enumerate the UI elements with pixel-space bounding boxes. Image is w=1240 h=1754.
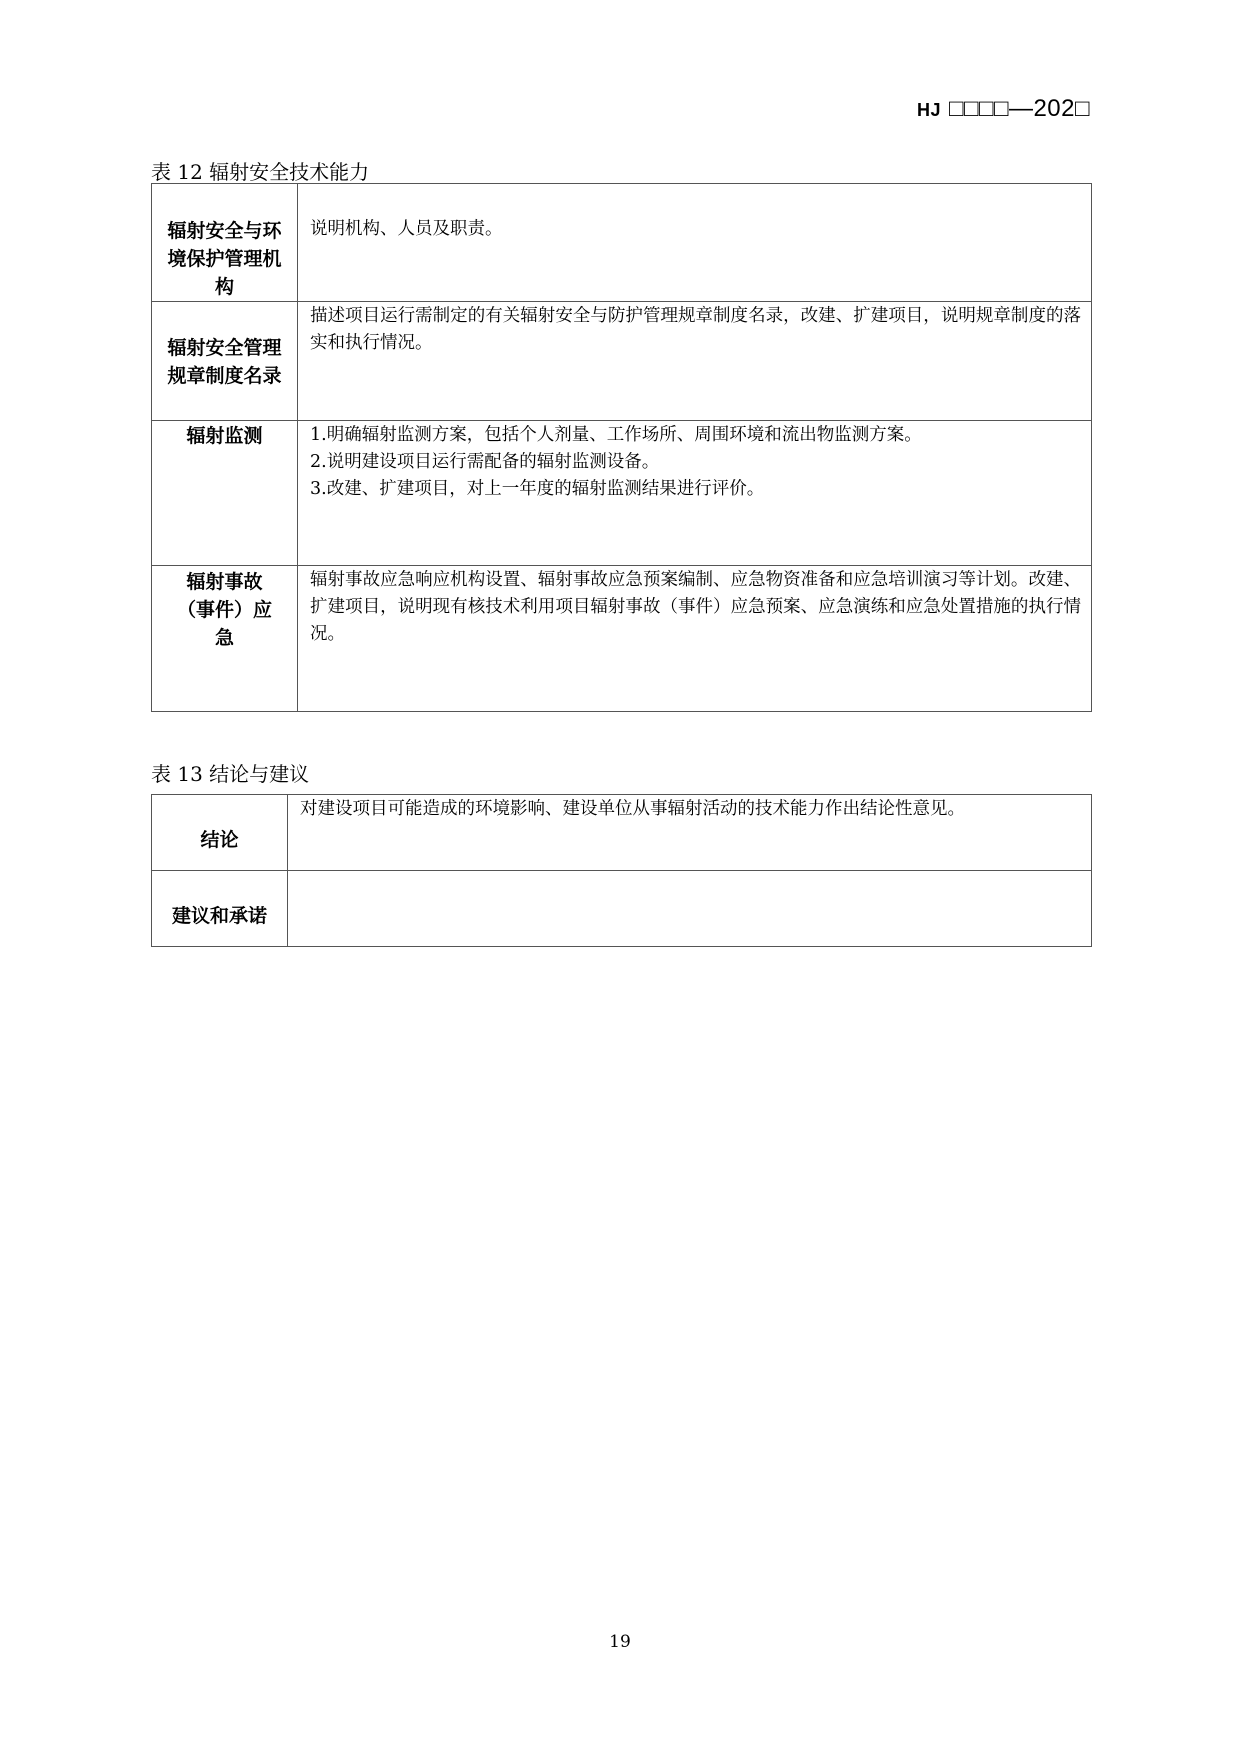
row-label-cell (152, 871, 288, 947)
row-label: 辐射安全管理规章制度名录 (167, 337, 282, 387)
table-13-caption: 表 13 结论与建议 (151, 762, 310, 786)
row-label: 建议和承诺 (171, 904, 267, 927)
table-row (152, 871, 1092, 947)
row-content-cell (288, 871, 1092, 947)
row-content (288, 871, 1091, 872)
row-label: 辐射事故（事件）应急 (176, 571, 272, 649)
row-content (298, 566, 1091, 648)
row-label-cell (152, 421, 298, 566)
row-label-cell (152, 184, 298, 302)
row-content-cell (298, 421, 1092, 566)
content-paragraph: 2.说明建设项目运行需配备的辐射监测设备。 (310, 452, 660, 472)
table-row (152, 302, 1092, 421)
row-label: 结论 (200, 828, 239, 851)
content-paragraph: 1.明确辐射监测方案，包括个人剂量、工作场所、周围环境和流出物监测方案。 (310, 425, 922, 445)
table-row (152, 421, 1092, 566)
table-12-caption: 表 12 辐射安全技术能力 (151, 160, 370, 184)
row-content-cell (298, 566, 1092, 712)
row-label: 辐射安全与环境保护管理机构 (167, 220, 282, 298)
standard-number: □□□□—202□ (948, 95, 1090, 122)
table-row (152, 184, 1092, 302)
standard-code-header (917, 95, 1090, 123)
row-content (298, 421, 1091, 503)
table-13-conclusions-and-suggestions (151, 794, 1092, 947)
row-label: 辐射监测 (186, 425, 263, 447)
row-label-cell (152, 302, 298, 421)
content-paragraph: 辐射事故应急响应机构设置、辐射事故应急预案编制、应急物资准备和应急培训演习等计划。改建、扩建项目，说明现有核技术利用项目辐射事故（事件）应急预案、应急演练和应急处置措施的执行情况。 (310, 570, 1081, 644)
page-number: 19 (609, 1632, 631, 1652)
row-content (298, 302, 1091, 357)
table-12-radiation-safety-capability (151, 183, 1092, 712)
table-row (152, 795, 1092, 871)
row-label-cell (152, 566, 298, 712)
row-content-cell (288, 795, 1092, 871)
content-paragraph: 3.改建、扩建项目，对上一年度的辐射监测结果进行评价。 (310, 479, 765, 499)
content-paragraph: 描述项目运行需制定的有关辐射安全与防护管理规章制度名录，改建、扩建项目，说明规章制度的落实和执行情况。 (310, 306, 1081, 353)
table-row (152, 566, 1092, 712)
row-content (298, 184, 1091, 243)
row-content-cell (298, 302, 1092, 421)
row-content: 对建设项目可能造成的环境影响、建设单位从事辐射活动的技术能力作出结论性意见。 (300, 799, 965, 819)
row-label-cell (152, 795, 288, 871)
row-content-cell (298, 184, 1092, 302)
standard-prefix: HJ (916, 100, 941, 120)
content-paragraph: 说明机构、人员及职责。 (310, 219, 503, 239)
